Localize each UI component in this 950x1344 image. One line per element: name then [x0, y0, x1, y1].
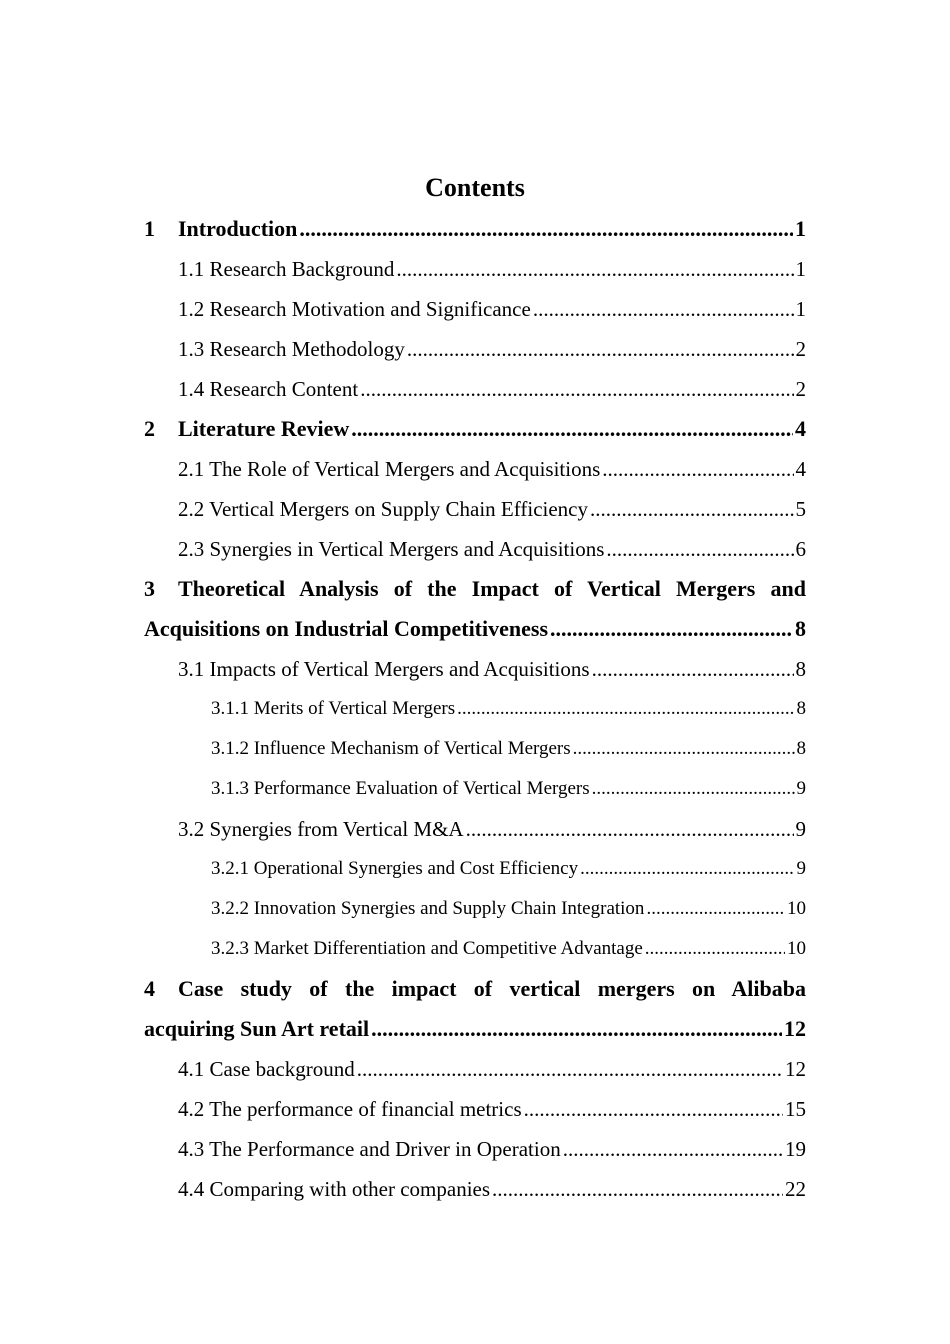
toc-chapter[interactable]: [144, 569, 806, 649]
page-number: 19: [785, 1137, 806, 1161]
page-number: 9: [796, 858, 806, 879]
toc-section[interactable]: [144, 449, 806, 489]
subsection-title: 3.2.1 Operational Synergies and Cost Efficiency: [211, 858, 579, 879]
toc-subsection[interactable]: [144, 729, 806, 769]
dot-leader: [371, 1009, 782, 1049]
section-title: 1.4 Research Content: [178, 377, 359, 401]
page-number: 10: [787, 938, 806, 959]
page-number: 22: [785, 1177, 806, 1201]
section-title: 4.4 Comparing with other companies: [178, 1177, 491, 1201]
page-number: 5: [795, 497, 806, 521]
section-title: 4.2 The performance of financial metrics: [178, 1097, 522, 1121]
page-number: 9: [796, 778, 806, 799]
toc-section[interactable]: [144, 1089, 806, 1129]
toc-section[interactable]: [144, 809, 806, 849]
dot-leader: [645, 929, 785, 969]
toc-subsection[interactable]: [144, 929, 806, 969]
page-number: 8: [796, 698, 806, 719]
subsection-title: 3.1.2 Influence Mechanism of Vertical Mergers: [211, 738, 571, 759]
table-of-contents: [144, 209, 806, 1209]
toc-subsection[interactable]: [144, 849, 806, 889]
section-title: 2.3 Synergies in Vertical Mergers and Acquisitions: [178, 537, 605, 561]
dot-leader: [351, 409, 793, 449]
page-number: 1: [795, 257, 806, 281]
page-number: 4: [795, 457, 806, 481]
dot-leader: [533, 289, 794, 329]
toc-section[interactable]: [144, 1129, 806, 1169]
chapter-number: 3: [144, 576, 155, 601]
page-number: 6: [795, 537, 806, 561]
chapter-title-part-1: Case study of the impact of vertical mergers on Alibaba: [178, 976, 806, 1001]
toc-section[interactable]: [144, 369, 806, 409]
page-number: 1: [795, 297, 806, 321]
chapter-title-part-1: Theoretical Analysis of the Impact of Vertical Mergers and: [178, 576, 806, 601]
page-number: 2: [795, 377, 806, 401]
page-number: 8: [795, 657, 806, 681]
page-number: 9: [795, 817, 806, 841]
dot-leader: [457, 689, 794, 729]
dot-leader: [590, 489, 793, 529]
toc-section[interactable]: [144, 529, 806, 569]
page-number: 2: [795, 337, 806, 361]
dot-leader: [550, 609, 793, 649]
chapter-title-line-1: [144, 969, 806, 1009]
chapter-title: Literature Review: [178, 416, 350, 441]
chapter-title-line-1: [144, 569, 806, 609]
section-title: 2.2 Vertical Mergers on Supply Chain Efficiency: [178, 497, 589, 521]
toc-section[interactable]: [144, 249, 806, 289]
chapter-title-part-2: acquiring Sun Art retail: [144, 1016, 370, 1041]
dot-leader: [299, 209, 793, 249]
toc-section[interactable]: [144, 289, 806, 329]
chapter-number: 4: [144, 976, 155, 1001]
toc-section[interactable]: [144, 489, 806, 529]
chapter-number: 1: [144, 216, 155, 241]
page-number: 12: [785, 1057, 806, 1081]
section-title: 1.3 Research Methodology: [178, 337, 405, 361]
dot-leader: [606, 529, 793, 569]
page-number: 12: [784, 1016, 806, 1041]
page-number: 1: [795, 216, 806, 241]
section-title: 1.2 Research Motivation and Significance: [178, 297, 531, 321]
toc-subsection[interactable]: [144, 689, 806, 729]
section-title: 1.1 Research Background: [178, 257, 395, 281]
page-number: 10: [787, 898, 806, 919]
page-number: 8: [796, 738, 806, 759]
toc-section[interactable]: [144, 1049, 806, 1089]
toc-chapter[interactable]: [144, 969, 806, 1049]
dot-leader: [524, 1089, 783, 1129]
subsection-title: 3.2.3 Market Differentiation and Competitive Advantage: [211, 938, 643, 959]
chapter-title-part-2: Acquisitions on Industrial Competitiveness: [144, 616, 549, 641]
subsection-title: 3.1.3 Performance Evaluation of Vertical Mergers: [211, 778, 590, 799]
section-title: 2.1 The Role of Vertical Mergers and Acquisitions: [178, 457, 601, 481]
dot-leader: [396, 249, 793, 289]
dot-leader: [357, 1049, 783, 1089]
dot-leader: [602, 449, 793, 489]
toc-subsection[interactable]: [144, 889, 806, 929]
subsection-title: 3.2.2 Innovation Synergies and Supply Chain Integration: [211, 898, 645, 919]
toc-section[interactable]: [144, 1169, 806, 1209]
page-number: 4: [795, 416, 806, 441]
toc-section[interactable]: [144, 649, 806, 689]
dot-leader: [360, 369, 793, 409]
chapter-number: 2: [144, 416, 155, 441]
section-title: 4.1 Case background: [178, 1057, 355, 1081]
dot-leader: [407, 329, 794, 369]
toc-chapter[interactable]: [144, 409, 806, 449]
toc-section[interactable]: [144, 329, 806, 369]
dot-leader: [646, 889, 785, 929]
toc-subsection[interactable]: [144, 769, 806, 809]
dot-leader: [592, 769, 795, 809]
dot-leader: [466, 809, 794, 849]
toc-title: Contents: [425, 173, 525, 202]
dot-leader: [563, 1129, 783, 1169]
dot-leader: [592, 649, 794, 689]
dot-leader: [580, 849, 794, 889]
chapter-title-line-2: [144, 1009, 806, 1049]
dot-leader: [492, 1169, 783, 1209]
dot-leader: [573, 729, 795, 769]
subsection-title: 3.1.1 Merits of Vertical Mergers: [211, 698, 456, 719]
section-title: 3.1 Impacts of Vertical Mergers and Acquisitions: [178, 657, 590, 681]
page-number: 15: [785, 1097, 806, 1121]
section-title: 3.2 Synergies from Vertical M&A: [178, 817, 464, 841]
page-number: 8: [795, 616, 806, 641]
chapter-title: Introduction: [178, 216, 298, 241]
chapter-title-line-2: [144, 609, 806, 649]
section-title: 4.3 The Performance and Driver in Operation: [178, 1137, 561, 1161]
toc-chapter[interactable]: [144, 209, 806, 249]
